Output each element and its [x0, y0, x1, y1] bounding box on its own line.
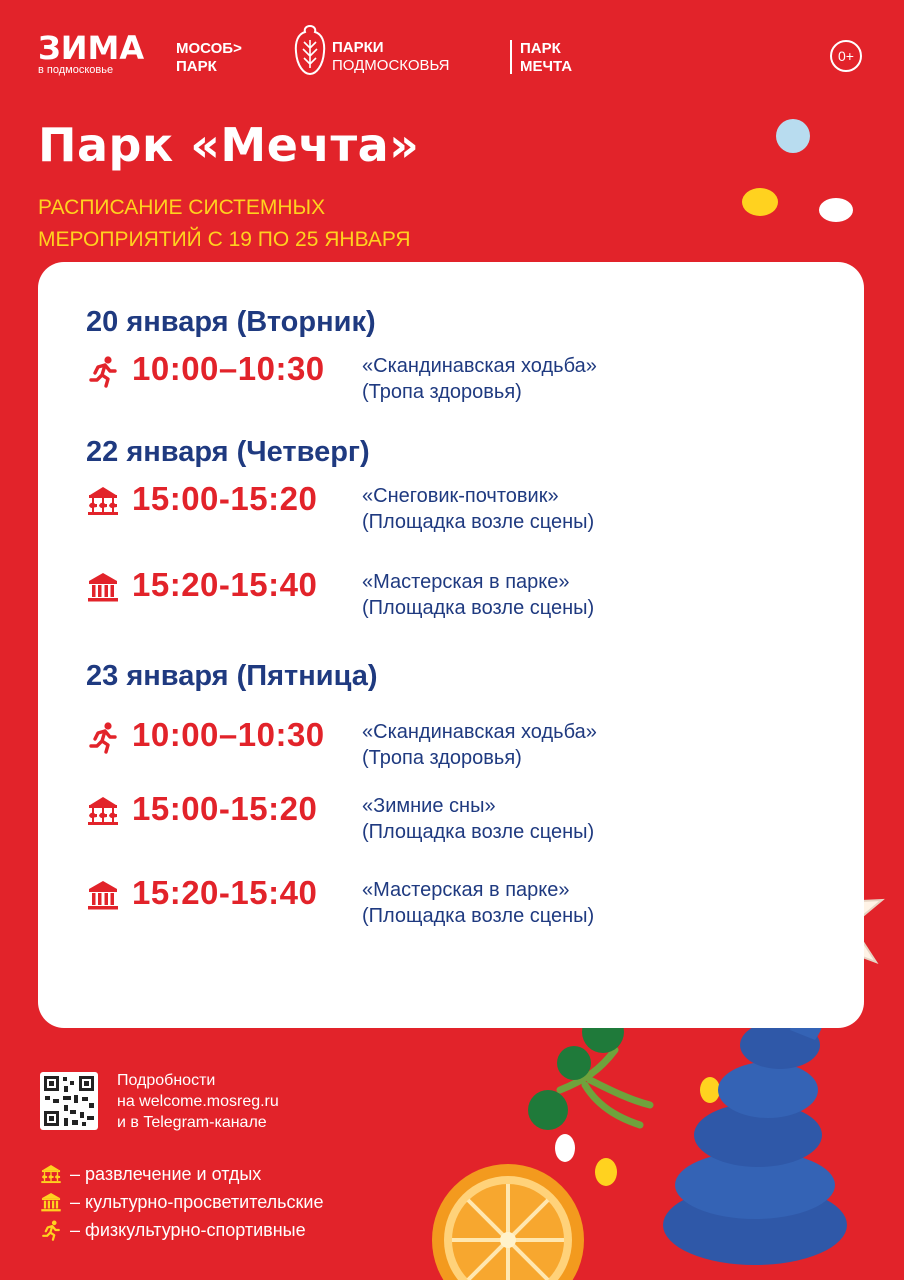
mosobpark-logo-line1: МОСОБ>	[176, 40, 242, 57]
event-details	[362, 569, 594, 621]
event-location: (Площадка возле сцены)	[362, 821, 595, 843]
legend-item	[40, 1160, 324, 1188]
museum-icon	[40, 1191, 62, 1213]
carousel-icon	[86, 484, 120, 518]
parki-logo-line2: ПОДМОСКОВЬЯ	[332, 57, 450, 74]
confetti-dot	[700, 1077, 720, 1103]
subtitle-line1: РАСПИСАНИЕ СИСТЕМНЫХ	[38, 196, 326, 219]
event-location: (Тропа здоровья)	[362, 381, 522, 403]
day-heading: 23 января (Пятница)	[86, 660, 378, 692]
event-time: 15:20-15:40	[132, 566, 318, 603]
mosobpark-logo-line2: ПАРК	[176, 58, 217, 75]
confetti-dot	[742, 188, 778, 216]
subtitle-line2: МЕРОПРИЯТИЙ С 19 ПО 25 ЯНВАРЯ	[38, 228, 411, 251]
zima-logo-title: ЗИМА	[38, 29, 145, 67]
event-name: «Скандинавская ходьба»	[362, 355, 597, 377]
event-details	[362, 483, 594, 535]
parki-logo-line1: ПАРКИ	[332, 39, 384, 56]
details-line3: и в Telegram-канале	[117, 1114, 267, 1131]
event-name: «Зимние сны»	[362, 795, 496, 817]
details-line2[interactable]: на welcome.mosreg.ru	[117, 1093, 279, 1110]
orange-slice-decoration	[432, 1164, 584, 1280]
museum-icon	[86, 570, 120, 604]
event-time: 15:00-15:20	[132, 790, 318, 827]
legend-item	[40, 1216, 324, 1244]
event-time: 10:00–10:30	[132, 350, 325, 387]
event-details	[362, 877, 594, 929]
running-person-icon	[86, 720, 120, 754]
event-name: «Мастерская в парке»	[362, 571, 570, 593]
confetti-dot	[776, 119, 810, 153]
carousel-icon	[40, 1163, 62, 1185]
legend-label: – физкультурно-спортивные	[70, 1220, 306, 1240]
running-person-icon	[86, 354, 120, 388]
qr-code-icon[interactable]	[40, 1072, 98, 1130]
event-details	[362, 719, 597, 771]
event-location: (Площадка возле сцены)	[362, 905, 595, 927]
museum-icon	[86, 878, 120, 912]
details-line1: Подробности	[117, 1072, 216, 1089]
details-text	[117, 1070, 279, 1133]
day-heading: 22 января (Четверг)	[86, 436, 370, 468]
confetti-dot	[819, 198, 853, 222]
legend-label: – развлечение и отдых	[70, 1164, 262, 1184]
confetti-dot	[595, 1158, 617, 1186]
mechta-logo-line2: МЕЧТА	[520, 58, 573, 75]
event-time: 15:20-15:40	[132, 874, 318, 911]
event-location: (Площадка возле сцены)	[362, 597, 595, 619]
event-details	[362, 793, 594, 845]
event-name: «Мастерская в парке»	[362, 879, 570, 901]
event-details	[362, 353, 597, 405]
day-heading: 20 января (Вторник)	[86, 306, 376, 338]
event-location: (Тропа здоровья)	[362, 747, 522, 769]
legend	[40, 1160, 324, 1244]
legend-item	[40, 1188, 324, 1216]
event-name: «Скандинавская ходьба»	[362, 721, 597, 743]
age-rating-badge: 0+	[830, 40, 862, 72]
mechta-logo-line1: ПАРК	[520, 40, 561, 57]
page-title: Парк «Мечта»	[38, 118, 420, 172]
carousel-icon	[86, 794, 120, 828]
zima-logo-subtitle: в подмосковье	[38, 64, 114, 76]
berry-branch-decoration	[528, 1011, 650, 1130]
legend-label: – культурно-просветительские	[70, 1192, 324, 1212]
event-name: «Снеговик-почтовик»	[362, 485, 559, 507]
event-time: 15:00-15:20	[132, 480, 318, 517]
event-location: (Площадка возле сцены)	[362, 511, 595, 533]
confetti-dot	[555, 1134, 575, 1162]
running-person-icon	[40, 1219, 62, 1241]
event-time: 10:00–10:30	[132, 716, 325, 753]
